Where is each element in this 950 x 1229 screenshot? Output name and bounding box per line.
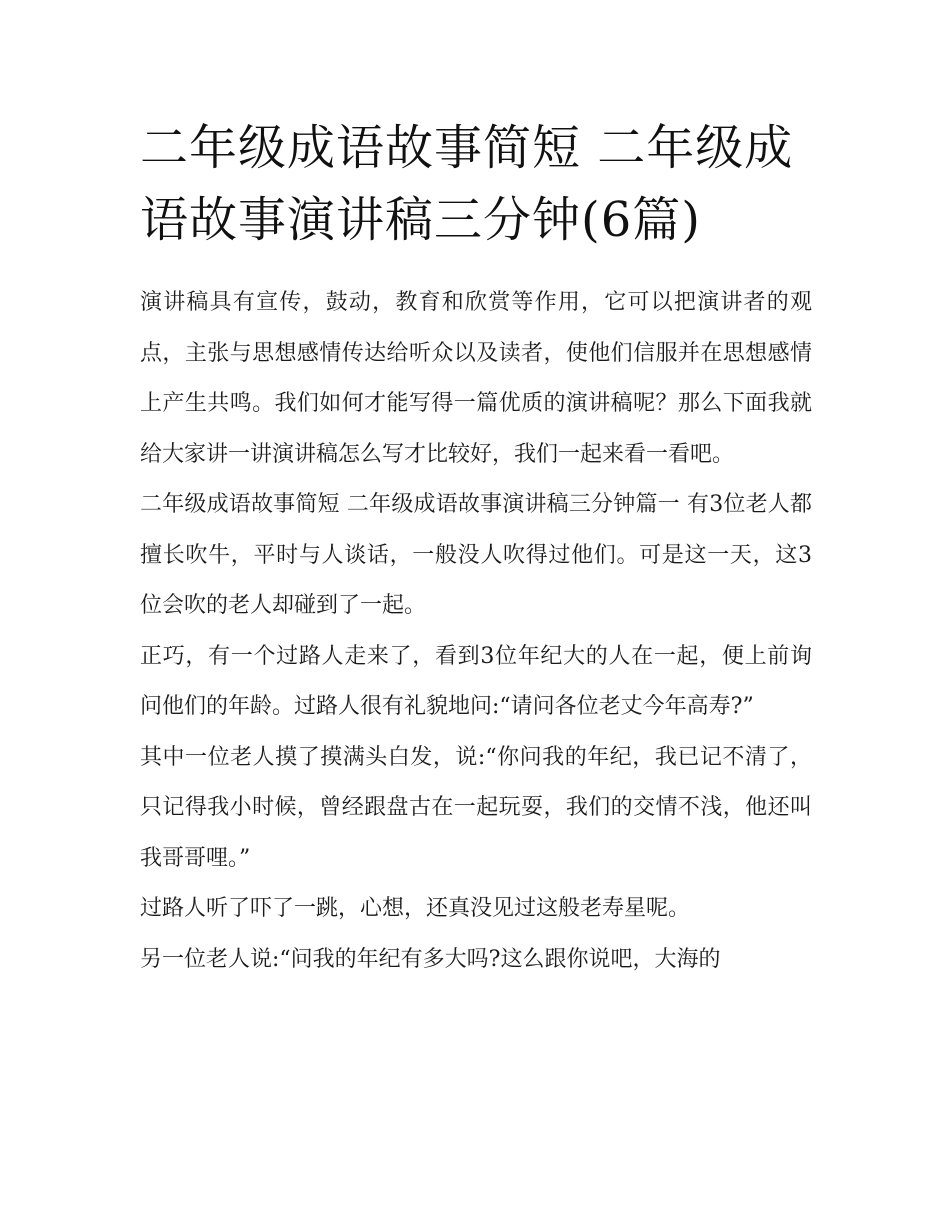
paragraph-intro: 演讲稿具有宣传，鼓动，教育和欣赏等作用，它可以把演讲者的观点，主张与思想感情传达给听众以及读者，使他们信服并在思想感情上产生共鸣。我们如何才能写得一篇优质的演讲稿呢？那么下面我就给大家讲一讲演讲稿怎么写才比较好，我们一起来看一看吧。 [140,290,812,467]
paragraph-passerby-reaction: 过路人听了吓了一跳，心想，还真没见过这般老寿星呢。 [140,896,691,921]
paragraph-story-start: 二年级成语故事简短 二年级成语故事演讲稿三分钟篇一 有3位老人都擅长吹牛，平时与人谈话，一般没人吹得过他们。可是这一天，这3位会吹的老人却碰到了一起。 [140,492,812,618]
document-title: 二年级成语故事简短 二年级成语故事演讲稿三分钟(6篇) [140,120,794,248]
paragraph-passerby-question: 正巧，有一个过路人走来了，看到3位年纪大的人在一起，便上前询问他们的年龄。过路人很有礼貌地问:“请问各位老丈今年高寿?” [140,643,812,719]
paragraph-second-elder: 另一位老人说:“问我的年纪有多大吗?这么跟你说吧，大海的 [140,946,721,972]
paragraph-first-elder: 其中一位老人摸了摸满头白发，说:“你问我的年纪，我已记不清了，只记得我小时候，曾经跟盘古在一起玩耍，我们的交情不浅，他还叫我哥哥哩。” [140,744,812,871]
document-body [140,278,812,985]
